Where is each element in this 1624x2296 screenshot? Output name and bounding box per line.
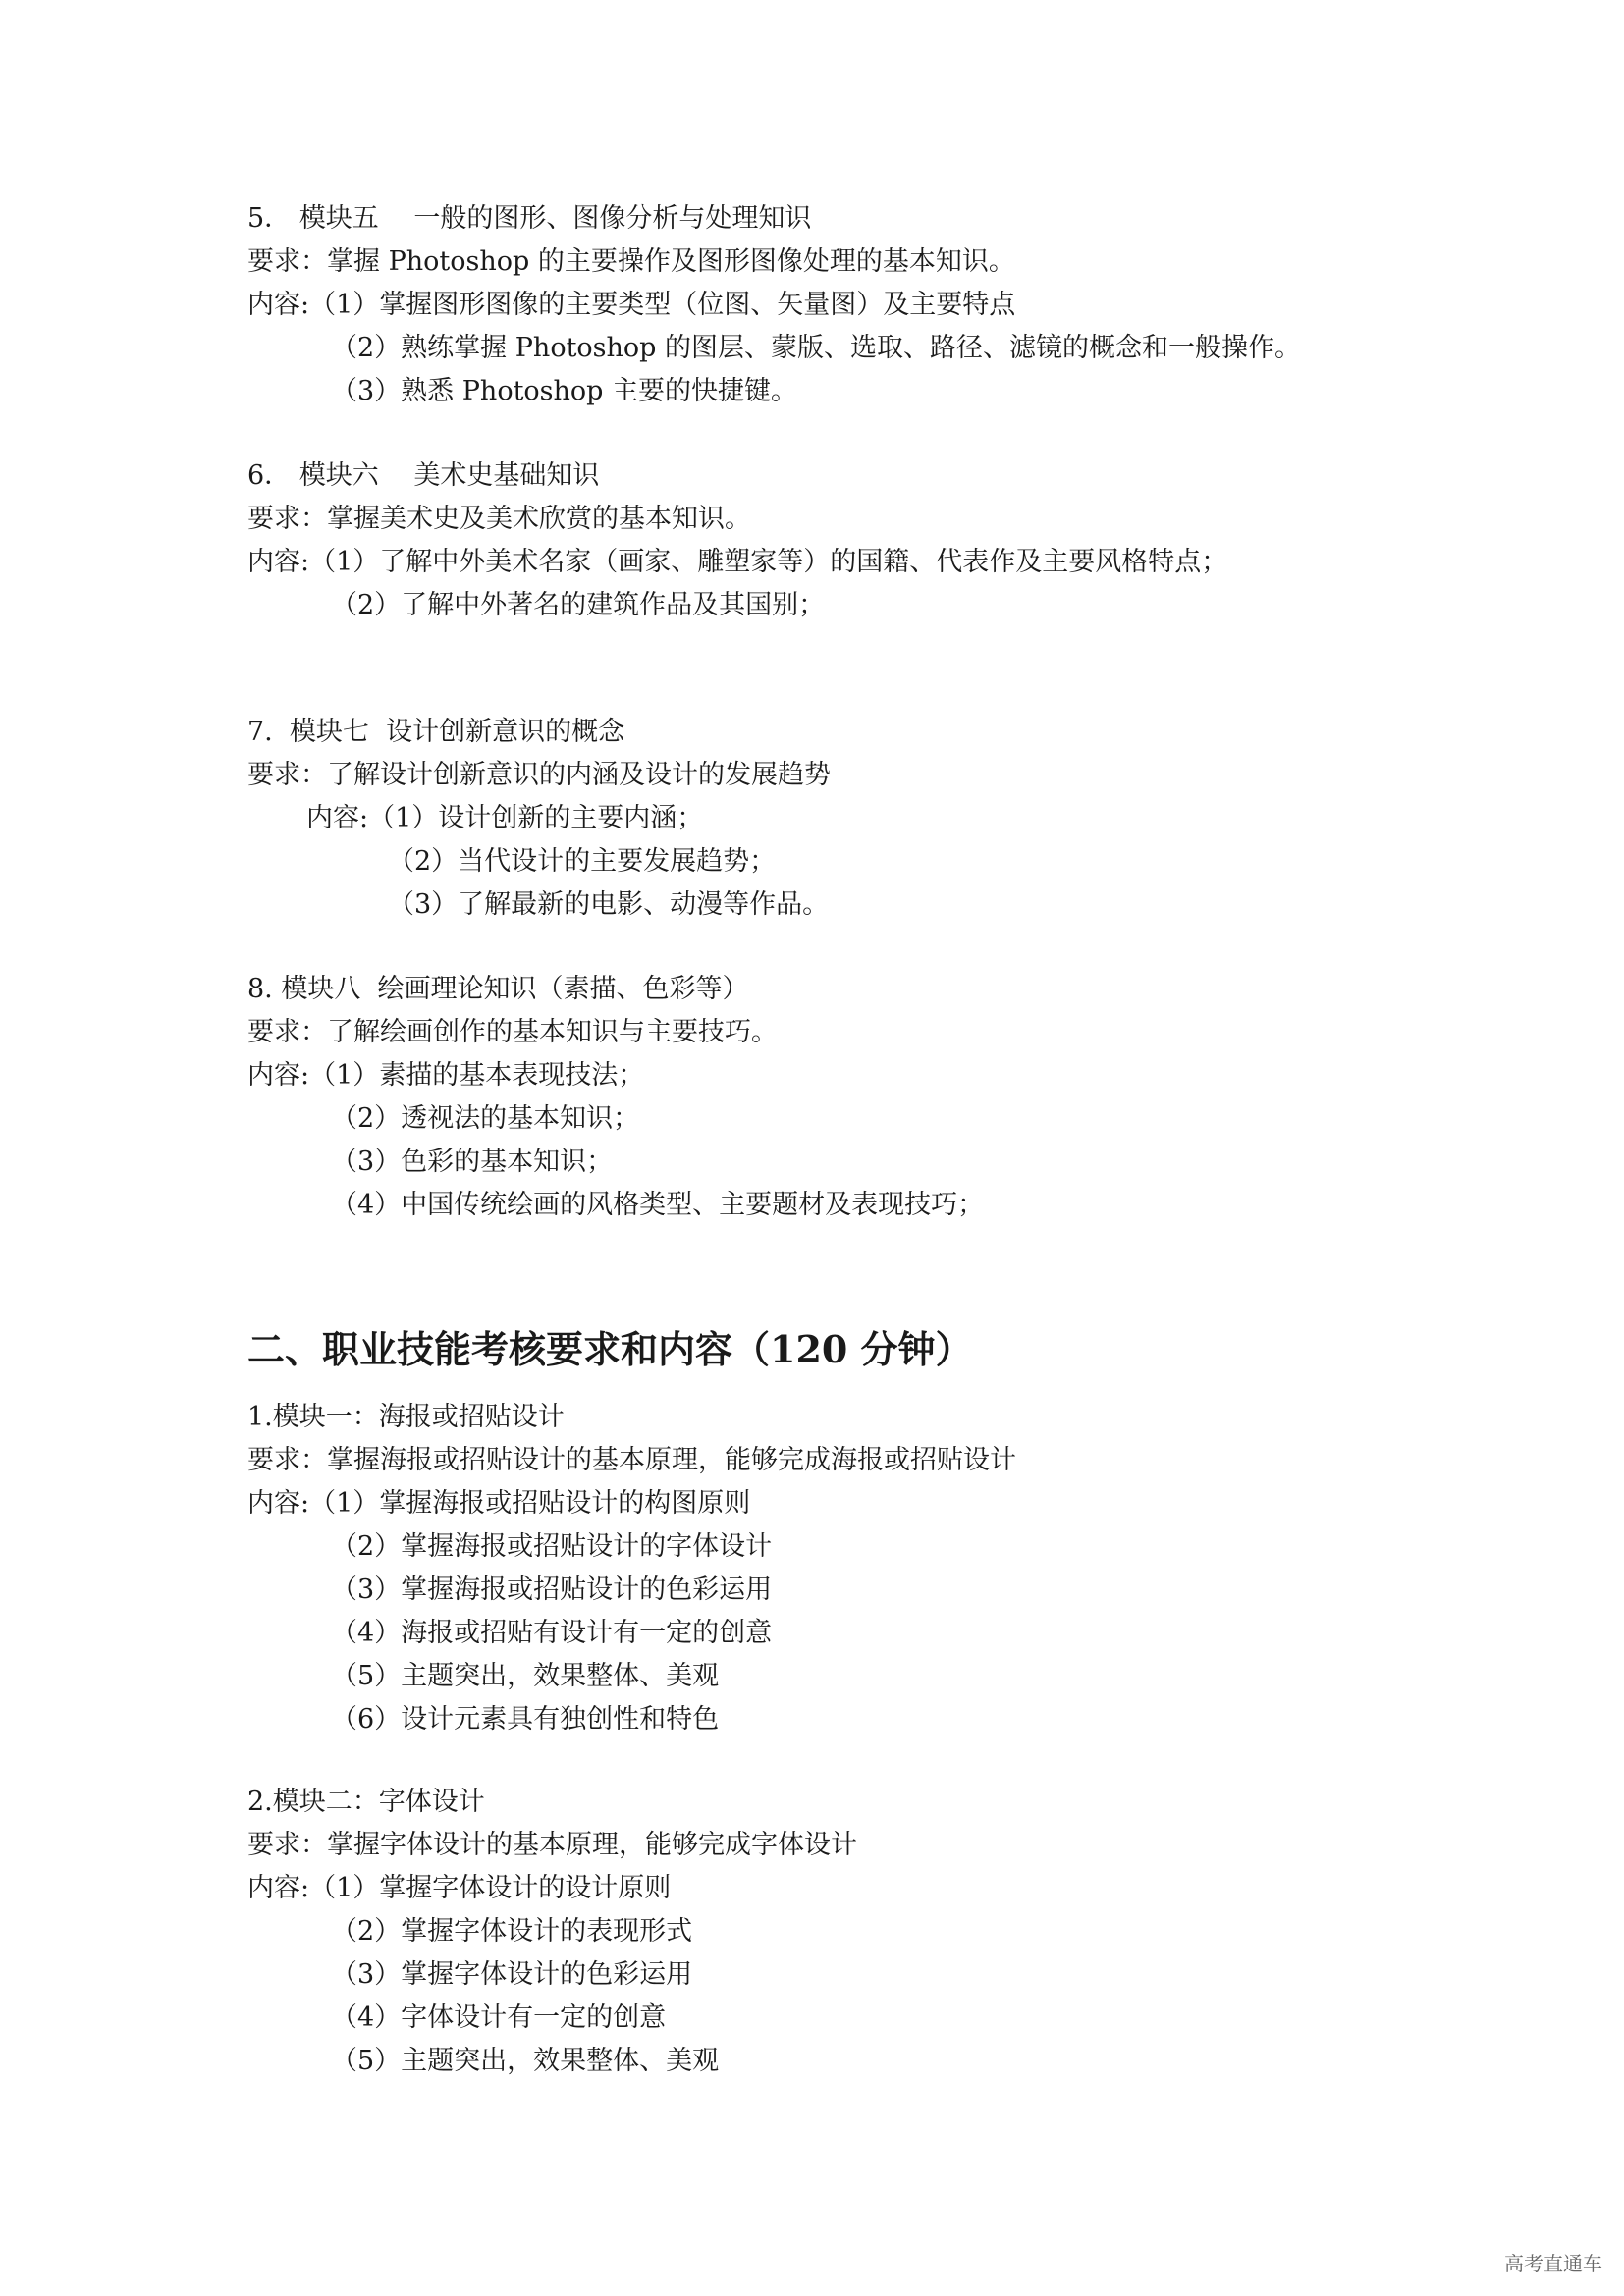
module-content-line: （6）设计元素具有独创性和特色	[331, 1704, 720, 1735]
module-title: 1.模块一：海报或招贴设计	[247, 1402, 565, 1432]
module-requirement: 要求：掌握美术史及美术欣赏的基本知识。	[247, 504, 751, 534]
module-content-line: （2）掌握字体设计的表现形式	[331, 1916, 693, 1947]
module-content-line: （3）色彩的基本知识；	[331, 1147, 614, 1177]
module-content-line: （2）了解中外著名的建筑作品及其国别；	[331, 590, 826, 620]
module-content-line: （2）掌握海报或招贴设计的字体设计	[331, 1531, 773, 1562]
module-title: 8. 模块八 绘画理论知识（素描、色彩等）	[247, 974, 749, 1004]
module-content-line: （4）字体设计有一定的创意	[331, 2002, 667, 2033]
module-content-line: 内容:（1）素描的基本表现技法；	[247, 1060, 645, 1091]
module-content-line: 内容:（1）了解中外美术名家（画家、雕塑家等）的国籍、代表作及主要风格特点；	[247, 547, 1228, 577]
module-content-line: （2）熟练掌握 Photoshop 的图层、蒙版、选取、路径、滤镜的概念和一般操作。	[331, 333, 1302, 363]
module-content-line: （3）掌握海报或招贴设计的色彩运用	[331, 1575, 773, 1605]
module-content-line: （5）主题突出，效果整体、美观	[331, 1661, 720, 1691]
module-content-line: 内容:（1）掌握海报或招贴设计的构图原则	[247, 1488, 751, 1519]
module-content-line: （2）透视法的基本知识；	[331, 1103, 640, 1134]
module-content-line: （5）主题突出，效果整体、美观	[331, 2046, 720, 2076]
module-content-line: （4）海报或招贴有设计有一定的创意	[331, 1618, 773, 1648]
module-content-line: 内容:（1）设计创新的主要内涵；	[306, 803, 704, 833]
module-requirement: 要求：掌握字体设计的基本原理，能够完成字体设计	[247, 1830, 857, 1860]
module-content-line: （3）掌握字体设计的色彩运用	[331, 1959, 693, 1990]
module-title: 7. 模块七 设计创新意识的概念	[247, 717, 625, 747]
module-requirement: 要求：了解设计创新意识的内涵及设计的发展趋势	[247, 760, 831, 790]
section-heading: 二、职业技能考核要求和内容（120 分钟）	[247, 1327, 973, 1371]
module-content-line: （4）中国传统绘画的风格类型、主要题材及表现技巧；	[331, 1190, 985, 1220]
module-content-line: （2）当代设计的主要发展趋势；	[388, 846, 777, 877]
module-requirement: 要求：了解绘画创作的基本知识与主要技巧。	[247, 1017, 778, 1047]
module-title: 2.模块二：字体设计	[247, 1787, 485, 1817]
module-content-line: （3）了解最新的电影、动漫等作品。	[388, 889, 830, 920]
watermark: 高考直通车	[1504, 2252, 1602, 2275]
module-content-line: （3）熟悉 Photoshop 主要的快捷键。	[331, 376, 798, 406]
module-title: 5． 模块五 一般的图形、图像分析与处理知识	[247, 203, 812, 234]
module-content-line: 内容:（1）掌握字体设计的设计原则	[247, 1873, 672, 1903]
module-title: 6． 模块六 美术史基础知识	[247, 460, 600, 491]
module-requirement: 要求：掌握海报或招贴设计的基本原理，能够完成海报或招贴设计	[247, 1445, 1016, 1475]
module-requirement: 要求：掌握 Photoshop 的主要操作及图形图像处理的基本知识。	[247, 246, 1015, 277]
module-content-line: 内容:（1）掌握图形图像的主要类型（位图、矢量图）及主要特点	[247, 290, 1016, 320]
